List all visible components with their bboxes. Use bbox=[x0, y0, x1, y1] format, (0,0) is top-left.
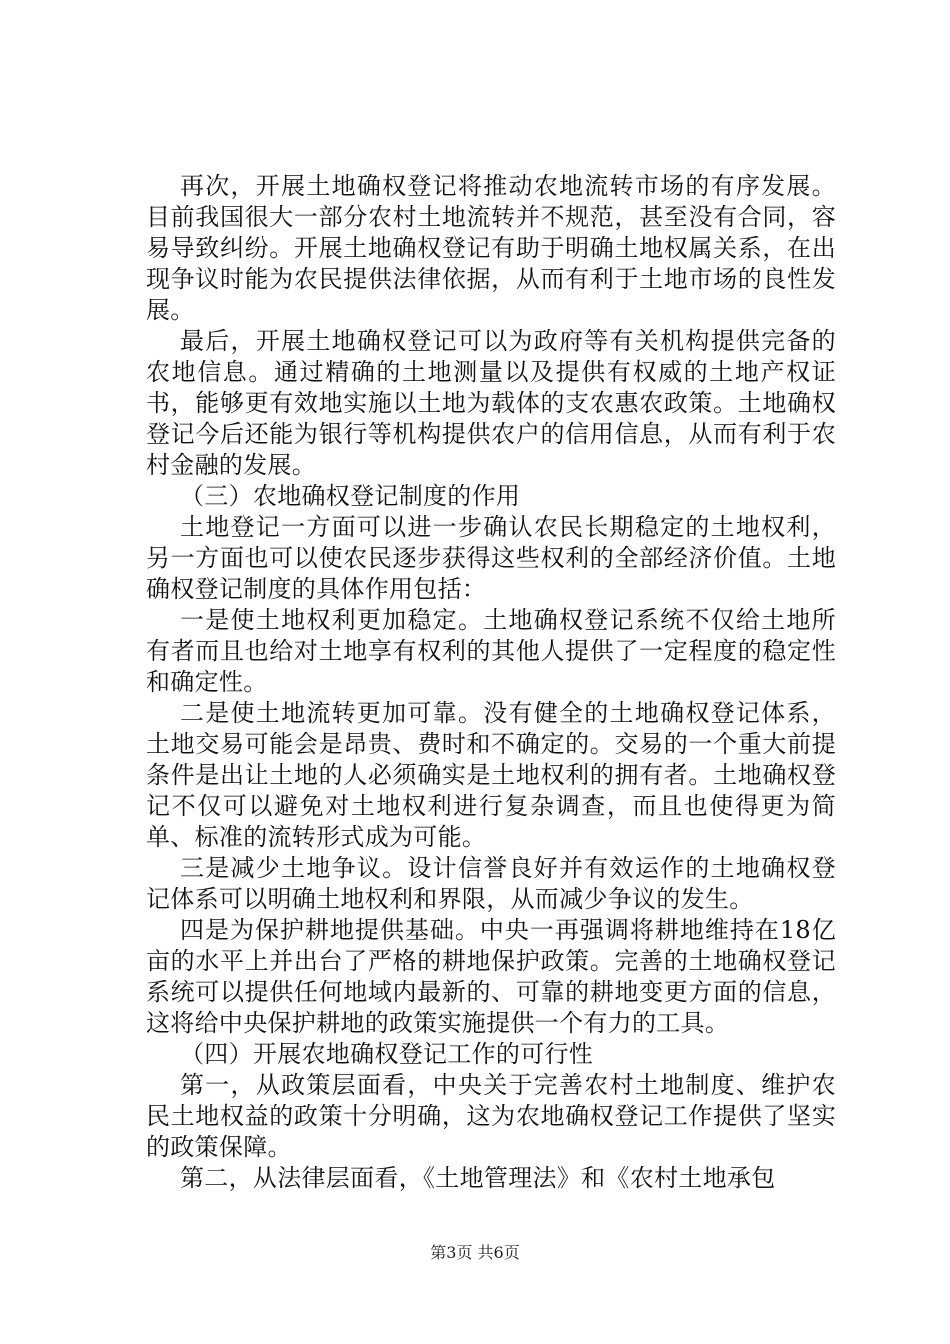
page-number-footer: 第3页 共6页 bbox=[430, 1243, 520, 1262]
paragraph-further-registration-market: 再次，开展土地确权登记将推动农地流转市场的有序发展。目前我国很大一部分农村土地流转并不规范，甚至没有合同，容易导致纠纷。开展土地确权登记有助于明确土地权属关系，在出现争议时能为农民提供法律依据，从而有利于土地市场的良性发展。 bbox=[146, 172, 836, 324]
paragraph-effect-1: 一是使土地权利更加稳定。土地确权登记系统不仅给土地所有者而且也给对土地享有权利的其他人提供了一定程度的稳定性和确定性。 bbox=[146, 606, 836, 696]
paragraph-finally-land-information: 最后，开展土地确权登记可以为政府等有关机构提供完备的农地信息。通过精确的土地测量以及提供有权威的土地产权证书，能够更有效地实施以土地为载体的支农惠农政策。土地确权登记今后还能为银行等机构提供农户的信用信息，从而有利于农村金融的发展。 bbox=[146, 327, 836, 479]
section-heading-3: （三）农地确权登记制度的作用 bbox=[180, 482, 521, 510]
paragraph-effect-3: 三是减少土地争议。设计信誉良好并有效运作的土地确权登记体系可以明确土地权利和界限，从而减少争议的发生。 bbox=[146, 854, 836, 913]
document-body bbox=[146, 171, 836, 1194]
section-heading-4: （四）开展农地确权登记工作的可行性 bbox=[180, 1040, 594, 1068]
paragraph-feasibility-policy: 第一，从政策层面看，中央关于完善农村土地制度、维护农民土地权益的政策十分明确，这为农地确权登记工作提供了坚实的政策保障。 bbox=[146, 1071, 836, 1161]
paragraph-effect-2: 二是使土地流转更加可靠。没有健全的土地确权登记体系，土地交易可能会是昂贵、费时和不确定的。交易的一个重大前提条件是出让土地的人必须确实是土地权利的拥有者。土地确权登记不仅可以避免对土地权利进行复杂调查，而且也使得更为简单、标准的流转形式成为可能。 bbox=[146, 699, 836, 851]
paragraph-effect-4: 四是为保护耕地提供基础。中央一再强调将耕地维持在18亿亩的水平上并出台了严格的耕地保护政策。完善的土地确权登记系统可以提供任何地域内最新的、可靠的耕地变更方面的信息，这将给中央保护耕地的政策实施提供一个有力的工具。 bbox=[146, 916, 836, 1037]
paragraph-feasibility-law: 第二，从法律层面看，《土地管理法》和《农村土地承包 bbox=[180, 1164, 776, 1192]
paragraph-registration-effects-intro: 土地登记一方面可以进一步确认农民长期稳定的土地权利，另一方面也可以使农民逐步获得这些权利的全部经济价值。土地确权登记制度的具体作用包括： bbox=[146, 513, 836, 603]
